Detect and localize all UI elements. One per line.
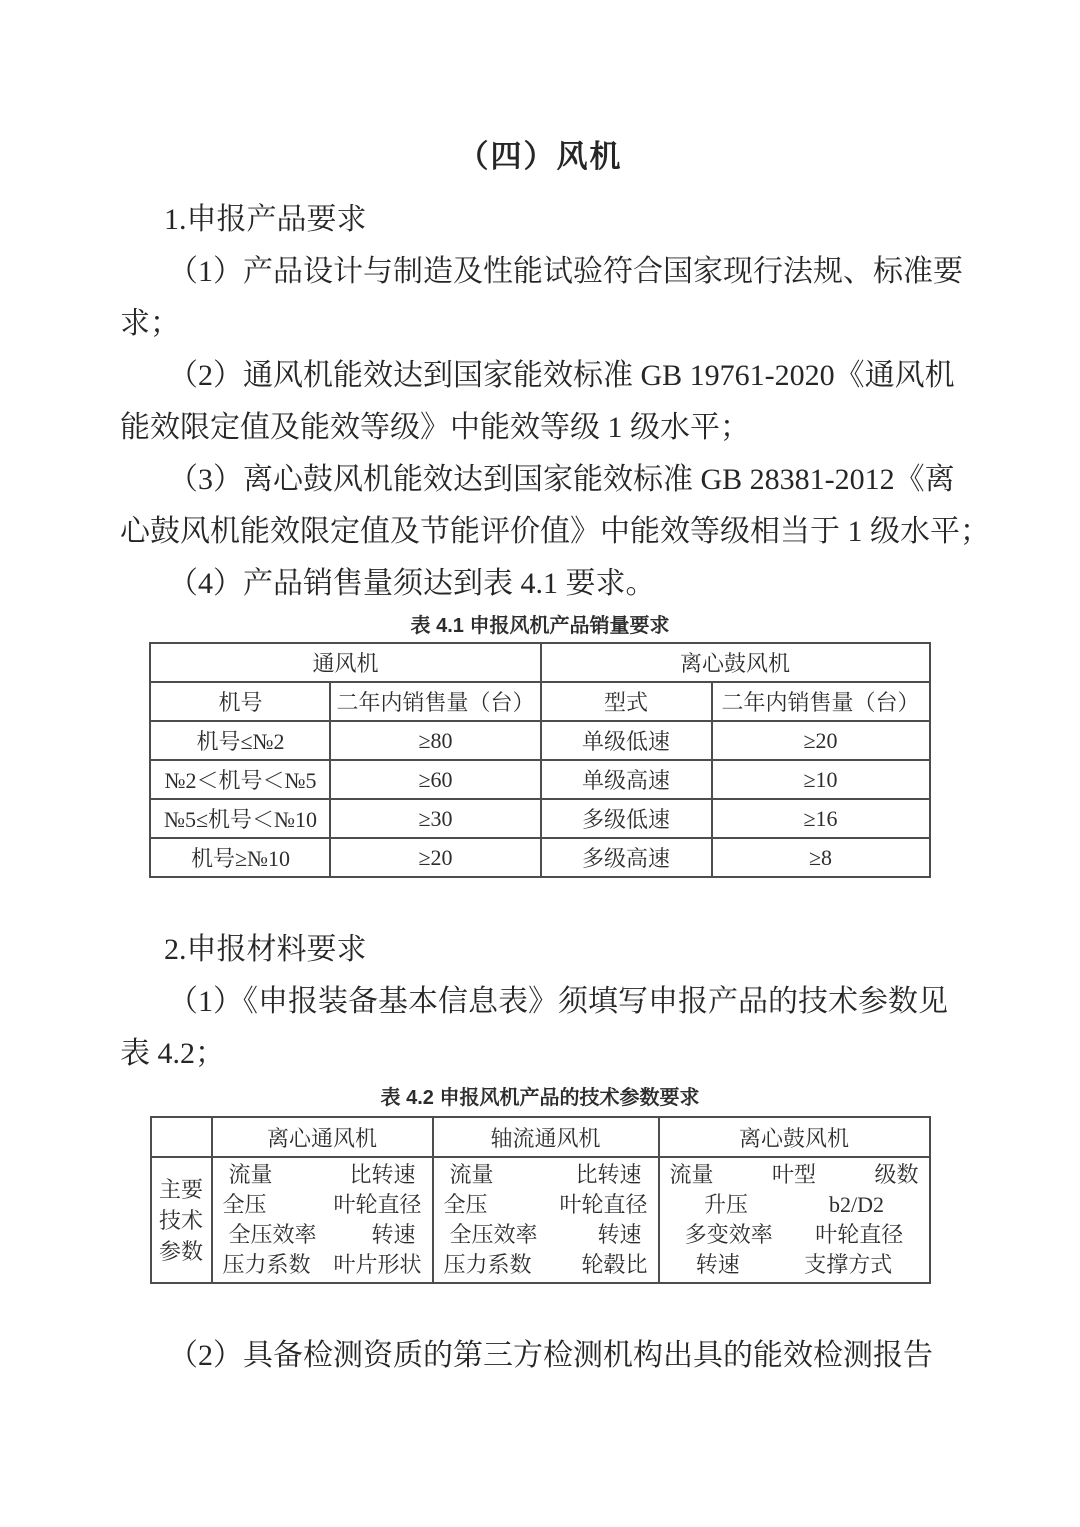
table-cell: ≥8 (712, 838, 930, 877)
table-row (150, 721, 929, 760)
params-cell-centrifugal-fan (212, 1157, 433, 1283)
param: 全压效率 (449, 1222, 538, 1247)
table-cell: №5≤机号＜№10 (150, 799, 330, 838)
param: 转速 (371, 1222, 416, 1247)
param: 比转速 (349, 1162, 416, 1187)
table-cell: ≥80 (330, 721, 540, 760)
table-cell: 机号≥№10 (150, 838, 330, 877)
paragraph-line: （2）通风机能效达到国家能效标准 GB 19761-2020《通风机 (168, 359, 955, 392)
param: 流量 (669, 1162, 714, 1187)
table-cell: ≥20 (712, 721, 930, 760)
empty-corner-cell (151, 1117, 212, 1157)
section2-heading: 2.申报材料要求 (164, 933, 367, 966)
table-cell: 多级低速 (541, 799, 712, 838)
table-row (150, 799, 929, 838)
param: 轮毂比 (581, 1252, 648, 1277)
table-cell: №2＜机号＜№5 (150, 760, 330, 799)
table-cell: 单级低速 (541, 721, 712, 760)
table-4-2 (150, 1116, 931, 1284)
param: 全压 (222, 1192, 267, 1217)
row-header-line: 主要 (158, 1176, 203, 1202)
table-cell: ≥30 (330, 799, 540, 838)
table-cell: ≥10 (712, 760, 930, 799)
param: b2/D2 (828, 1192, 884, 1217)
param: 转速 (695, 1252, 740, 1277)
param: 比转速 (575, 1162, 642, 1187)
paragraph-line: 心鼓风机能效限定值及节能评价值》中能效等级相当于 1 级水平； (120, 515, 990, 548)
param: 级数 (874, 1162, 919, 1187)
param: 叶轮直径 (815, 1222, 904, 1247)
param: 全压效率 (228, 1222, 317, 1247)
table-row (150, 838, 929, 877)
param: 叶轮直径 (559, 1192, 648, 1217)
table-row (150, 682, 929, 721)
column-header-cell: 轴流通风机 (433, 1117, 659, 1157)
group-header-cell: 离心鼓风机 (541, 643, 930, 682)
param: 流量 (449, 1162, 494, 1187)
table-row (150, 760, 929, 799)
paragraph-line: （4）产品销售量须达到表 4.1 要求。 (168, 567, 656, 600)
table-cell: 多级高速 (541, 838, 712, 877)
paragraph-line: （1）《申报装备基本信息表》须填写申报产品的技术参数见 (168, 985, 948, 1018)
paragraph-line: （3）离心鼓风机能效达到国家能效标准 GB 28381-2012《离 (168, 463, 955, 496)
table-row (151, 1117, 930, 1157)
table-cell: ≥60 (330, 760, 540, 799)
paragraph-line: 求； (120, 307, 180, 340)
param: 多变效率 (684, 1222, 773, 1247)
column-header-cell: 型式 (541, 682, 712, 721)
table-4-1 (149, 642, 930, 878)
table-row (150, 643, 929, 682)
table-cell: 单级高速 (541, 760, 712, 799)
row-header-cell (151, 1157, 212, 1283)
table-cell: ≥20 (330, 838, 540, 877)
param: 支撑方式 (804, 1252, 893, 1277)
table-row (151, 1157, 930, 1283)
param: 压力系数 (443, 1252, 532, 1277)
table-cell: ≥16 (712, 799, 930, 838)
row-header-line: 参数 (158, 1238, 203, 1264)
section1-heading: 1.申报产品要求 (164, 203, 367, 236)
table-cell: 机号≤№2 (150, 721, 330, 760)
column-header-cell: 机号 (150, 682, 330, 721)
column-header-cell: 二年内销售量（台） (712, 682, 930, 721)
table-4-2-caption: 表 4.2 申报风机产品的技术参数要求 (380, 1087, 700, 1109)
column-header-cell: 离心通风机 (212, 1117, 433, 1157)
param: 叶轮直径 (333, 1192, 422, 1217)
paragraph-line: 能效限定值及能效等级》中能效等级 1 级水平； (120, 411, 750, 444)
param: 升压 (703, 1192, 748, 1217)
param: 流量 (228, 1162, 273, 1187)
param: 转速 (597, 1222, 642, 1247)
column-header-cell: 离心鼓风机 (659, 1117, 930, 1157)
paragraph-line: （1）产品设计与制造及性能试验符合国家现行法规、标准要 (168, 255, 963, 288)
row-header-line: 技术 (158, 1207, 203, 1233)
params-cell-axial-fan (433, 1157, 659, 1283)
paragraph-line: 表 4.2； (120, 1037, 225, 1070)
page-title: （四）风机 (457, 139, 623, 174)
params-cell-centrifugal-blower (659, 1157, 930, 1283)
param: 叶片形状 (333, 1252, 422, 1277)
param: 全压 (443, 1192, 488, 1217)
paragraph-line: （2）具备检测资质的第三方检测机构出具的能效检测报告 (168, 1339, 933, 1372)
table-4-1-caption: 表 4.1 申报风机产品销量要求 (410, 615, 670, 637)
group-header-cell: 通风机 (150, 643, 540, 682)
column-header-cell: 二年内销售量（台） (330, 682, 540, 721)
param: 叶型 (771, 1162, 816, 1187)
param: 压力系数 (222, 1252, 311, 1277)
